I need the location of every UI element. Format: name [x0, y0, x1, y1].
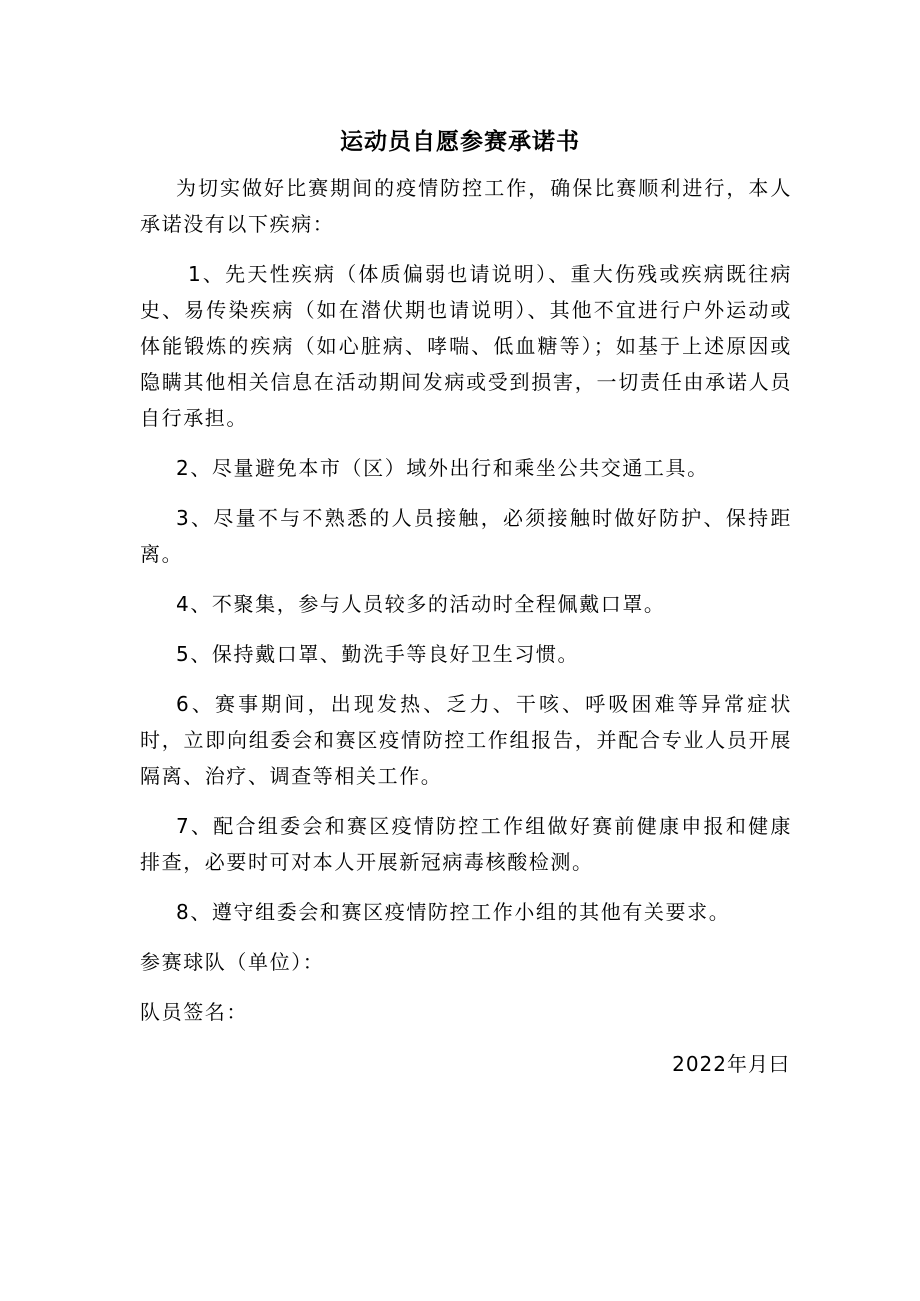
commitment-item-5: 5、保持戴口罩、勤洗手等良好卫生习惯。: [176, 642, 580, 666]
commitment-item-8: 8、遵守组委会和赛区疫情防控工作小组的其他有关要求。: [176, 900, 731, 924]
commitment-item-6: 6、赛事期间，出现发热、乏力、干咳、呼吸困难等异常症状时，立即向组委会和赛区疫情防控工作组报告，并配合专业人员开展隔离、治疗、调查等相关工作。: [140, 692, 792, 788]
commitment-item-3: 3、尽量不与不熟悉的人员接触，必须接触时做好防护、保持距离。: [140, 506, 792, 566]
signature-label: 队员签名：: [140, 1000, 248, 1024]
team-label: 参赛球队（单位）：: [140, 950, 325, 974]
document-title: 运动员自愿参赛承诺书: [340, 129, 580, 155]
commitment-item-4: 4、不聚集，参与人员较多的活动时全程佩戴口罩。: [176, 592, 666, 616]
document-body: [140, 170, 792, 1044]
intro-paragraph: 为切实做好比赛期间的疫情防控工作，确保比赛顺利进行，本人承诺没有以下疾病：: [140, 176, 792, 236]
commitment-item-1: 1、先天性疾病（体质偏弱也请说明）、重大伤残或疾病既往病史、易传染疾病（如在潜伏期也请说明）、其他不宜进行户外运动或体能锻炼的疾病（如心脏病、哮喘、低血糖等）；如基于上述原因或隐瞒其他相关信息在活动期间发病或受到损害，一切责任由承诺人员自行承担。: [140, 262, 792, 430]
commitment-item-2: 2、尽量避免本市（区）域外出行和乘坐公共交通工具。: [176, 456, 709, 480]
commitment-item-7: 7、配合组委会和赛区疫情防控工作组做好赛前健康申报和健康排查，必要时可对本人开展新冠病毒核酸检测。: [140, 814, 792, 874]
document-date: 2022年月曰: [672, 1052, 790, 1076]
